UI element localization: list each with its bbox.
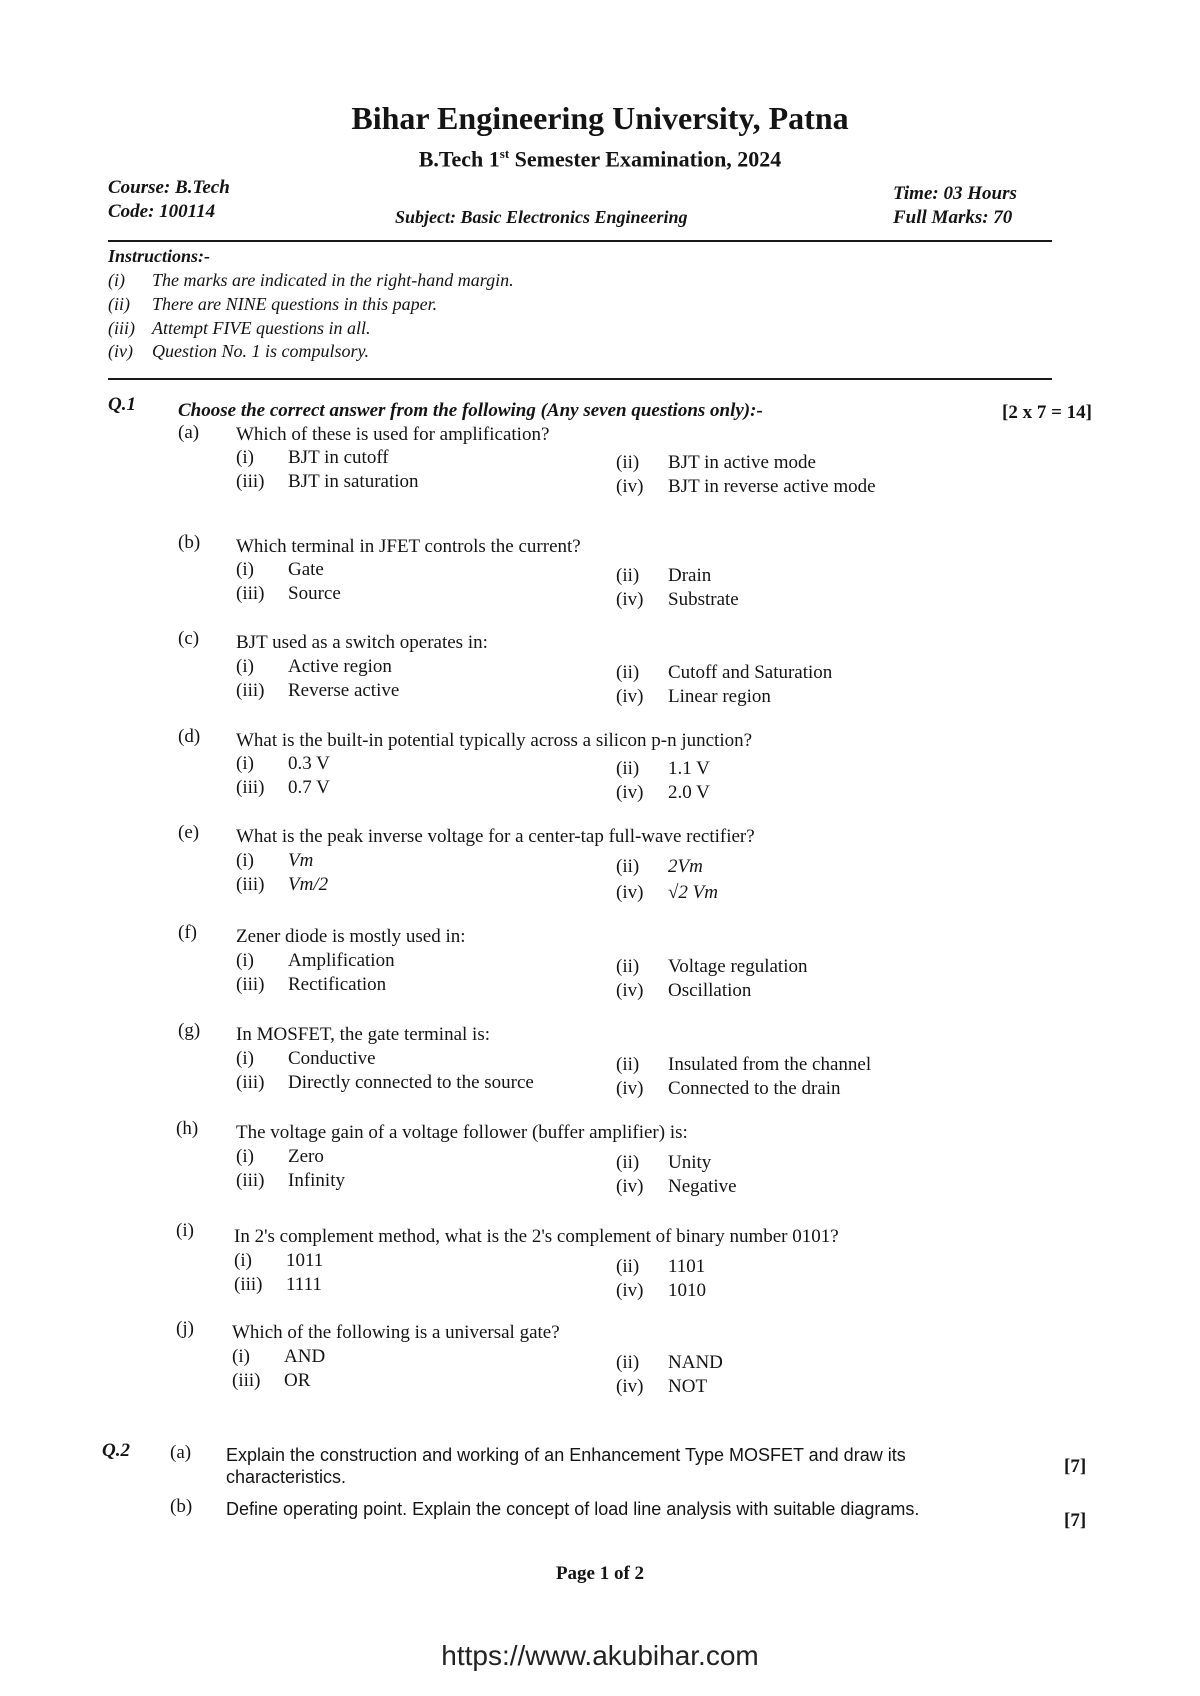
option [236,777,330,799]
instructions-divider [108,378,1052,380]
code-label: Code: 100114 [108,201,216,222]
option-num: (iv) [616,476,644,497]
q1-number: Q.1 [108,394,136,415]
option-num: (i) [236,850,254,871]
option [616,662,832,684]
option-text: 0.3 V [288,753,330,774]
option-num: (iv) [616,1176,644,1197]
instructions-title: Instructions:- [108,246,211,266]
option-text: Unity [668,1152,712,1173]
option-num: (i) [236,656,254,677]
option-text: √2 Vm [668,882,719,903]
option [616,1152,711,1174]
part-stem: In 2's complement method, what is the 2's complement of binary number 0101? [234,1226,839,1247]
part-text: Explain the construction and working of an Enhancement Type MOSFET and draw its characteristics. [226,1445,906,1487]
option [616,980,751,1002]
option-text: 1011 [286,1250,324,1271]
option-text: Connected to the drain [668,1078,841,1099]
option-text: AND [284,1346,326,1367]
option [236,974,386,996]
part-label: (f) [178,922,197,943]
part-label: (d) [178,726,201,747]
part-stem: The voltage gain of a voltage follower (buffer amplifier) is: [236,1122,688,1143]
option-num: (ii) [616,758,640,779]
part-label: (i) [176,1220,194,1241]
option-num: (iii) [236,1072,265,1093]
part-label: (e) [178,822,200,843]
option-num: (ii) [616,956,640,977]
option [236,447,389,469]
option [616,856,703,878]
option-text: Vm/2 [288,874,329,895]
option [616,882,718,904]
option-num: (iii) [236,1170,265,1191]
option [616,1256,705,1278]
option [236,471,419,493]
option [236,680,399,702]
option-num: (iii) [236,583,265,604]
part-label: (a) [178,422,200,443]
instruction-text: There are NINE questions in this paper. [152,294,438,314]
option-text: Rectification [288,974,387,995]
option [232,1370,310,1392]
option-text: Reverse active [288,680,400,701]
option [616,686,771,708]
option-num: (ii) [616,1152,640,1173]
option-num: (iv) [616,589,644,610]
option-text: Conductive [288,1048,376,1069]
option [616,956,807,978]
exam-title-suffix: Semester Examination, 2024 [509,146,782,172]
option-text: 2.0 V [668,782,710,803]
option-text: Vm [288,850,314,871]
option [616,1176,737,1198]
part-label: (g) [178,1020,201,1041]
course-label: Course: B.Tech [108,177,230,198]
instruction-item [108,294,437,315]
option-text: NAND [668,1352,723,1373]
instruction-item [108,270,514,291]
part-stem: What is the built-in potential typically across a silicon p-n junction? [236,730,753,751]
option-num: (iii) [236,680,265,701]
option-text: Drain [668,565,712,586]
option-num: (iv) [616,686,644,707]
option-num: (iii) [236,471,265,492]
option-num: (ii) [616,662,640,683]
option [236,874,328,896]
instruction-text: Question No. 1 is compulsory. [152,341,370,361]
time-label: Time: 03 Hours [893,183,1017,204]
option-text: Active region [288,656,392,677]
option [236,1170,345,1192]
part-marks: [7] [1064,1510,1087,1531]
option-num: (i) [232,1346,250,1367]
university-title: Bihar Engineering University, Patna [351,100,849,136]
exam-title-sup: st [499,146,510,161]
option-num: (iii) [234,1274,263,1295]
q1-marks: [2 x 7 = 14] [1002,402,1092,423]
option-text: OR [284,1370,311,1391]
instruction-num: (iv) [108,341,133,361]
option [616,476,876,498]
option [616,1054,871,1076]
instruction-num: (ii) [108,294,130,314]
option-num: (ii) [616,452,640,473]
part-stem: Which of these is used for amplification? [236,424,550,445]
instruction-num: (i) [108,270,125,290]
part-label: (c) [178,628,200,649]
page-number: Page 1 of 2 [555,1563,645,1584]
option-text: 1010 [668,1280,706,1301]
option-num: (ii) [616,1256,640,1277]
option-num: (ii) [616,1352,640,1373]
option [616,589,739,611]
part-text: Define operating point. Explain the concept of load line analysis with suitable diagrams. [226,1499,920,1519]
option [236,1146,324,1168]
option [616,452,816,474]
option-num: (iii) [236,874,265,895]
instruction-num: (iii) [108,318,135,338]
option-num: (i) [236,1048,254,1069]
option [236,950,395,972]
option-num: (i) [236,447,254,468]
option-text: Voltage regulation [668,956,808,977]
option-text: BJT in reverse active mode [668,476,876,497]
option-text: BJT in saturation [288,471,419,492]
option [236,656,392,678]
subject-label: Subject: Basic Electronics Engineering [395,207,688,227]
option [236,753,330,775]
option-num: (i) [234,1250,252,1271]
option-num: (i) [236,1146,254,1167]
option-text: Substrate [668,589,739,610]
part-stem: Which of the following is a universal gate? [232,1322,560,1343]
option [616,782,710,804]
option-num: (i) [236,950,254,971]
option-num: (iv) [616,782,644,803]
option-text: NOT [668,1376,708,1397]
part-label: (a) [170,1442,192,1463]
part-label: (h) [176,1118,199,1139]
website-url: https://www.akubihar.com [441,1640,759,1671]
option-text: 1111 [286,1274,322,1295]
instruction-item [108,318,370,339]
part-stem: Zener diode is mostly used in: [236,926,466,947]
option-num: (ii) [616,856,640,877]
part-stem: In MOSFET, the gate terminal is: [236,1024,490,1045]
option [234,1274,322,1296]
option [616,565,711,587]
option-text: Zero [288,1146,324,1167]
option-num: (i) [236,559,254,580]
option-text: Source [288,583,341,604]
option [232,1346,325,1368]
option [234,1250,323,1272]
full-marks-label: Full Marks: 70 [893,207,1013,228]
q2-number: Q.2 [102,1440,130,1461]
option-text: Gate [288,559,324,580]
option-num: (iii) [236,777,265,798]
option [236,1048,376,1070]
option-text: 1.1 V [668,758,710,779]
option-text: Negative [668,1176,737,1197]
option-text: BJT in cutoff [288,447,389,468]
option [616,1078,841,1100]
option-num: (iv) [616,1376,644,1397]
part-label: (b) [170,1496,193,1517]
option-text: BJT in active mode [668,452,816,473]
option-text: Cutoff and Saturation [668,662,833,683]
option-text: Insulated from the channel [668,1054,872,1075]
option-text: 2Vm [668,856,703,877]
exam-title-prefix: B.Tech 1 [418,146,500,172]
option-text: Linear region [668,686,771,707]
option [616,1352,723,1374]
part-stem: BJT used as a switch operates in: [236,632,488,653]
option-text: Amplification [288,950,395,971]
option-num: (iii) [232,1370,261,1391]
option-num: (iv) [616,882,644,903]
instruction-item [108,341,369,362]
option-text: Directly connected to the source [288,1072,534,1093]
option [616,758,710,780]
option-num: (ii) [616,1054,640,1075]
part-marks: [7] [1064,1456,1087,1477]
option-text: 1101 [668,1256,706,1277]
instruction-text: The marks are indicated in the right-hand margin. [152,270,514,290]
part-stem: What is the peak inverse voltage for a center-tap full-wave rectifier? [236,826,755,847]
option-text: Oscillation [668,980,752,1001]
option [616,1376,707,1398]
part-label: (b) [178,532,201,553]
part-label: (j) [176,1318,194,1339]
option-num: (iv) [616,1078,644,1099]
option [236,850,313,872]
option [236,559,324,581]
part-stem: Which terminal in JFET controls the current? [236,536,581,557]
option-text: 0.7 V [288,777,330,798]
option [236,583,341,605]
instruction-text: Attempt FIVE questions in all. [152,318,371,338]
option [616,1280,706,1302]
option-num: (iii) [236,974,265,995]
q1-heading: Choose the correct answer from the following (Any seven questions only):- [178,400,763,421]
option-num: (ii) [616,565,640,586]
option-num: (iv) [616,1280,644,1301]
header-divider [108,240,1052,242]
option-text: Infinity [288,1170,345,1191]
option [236,1072,534,1094]
exam-title [0,146,1200,172]
option-num: (i) [236,753,254,774]
option-num: (iv) [616,980,644,1001]
